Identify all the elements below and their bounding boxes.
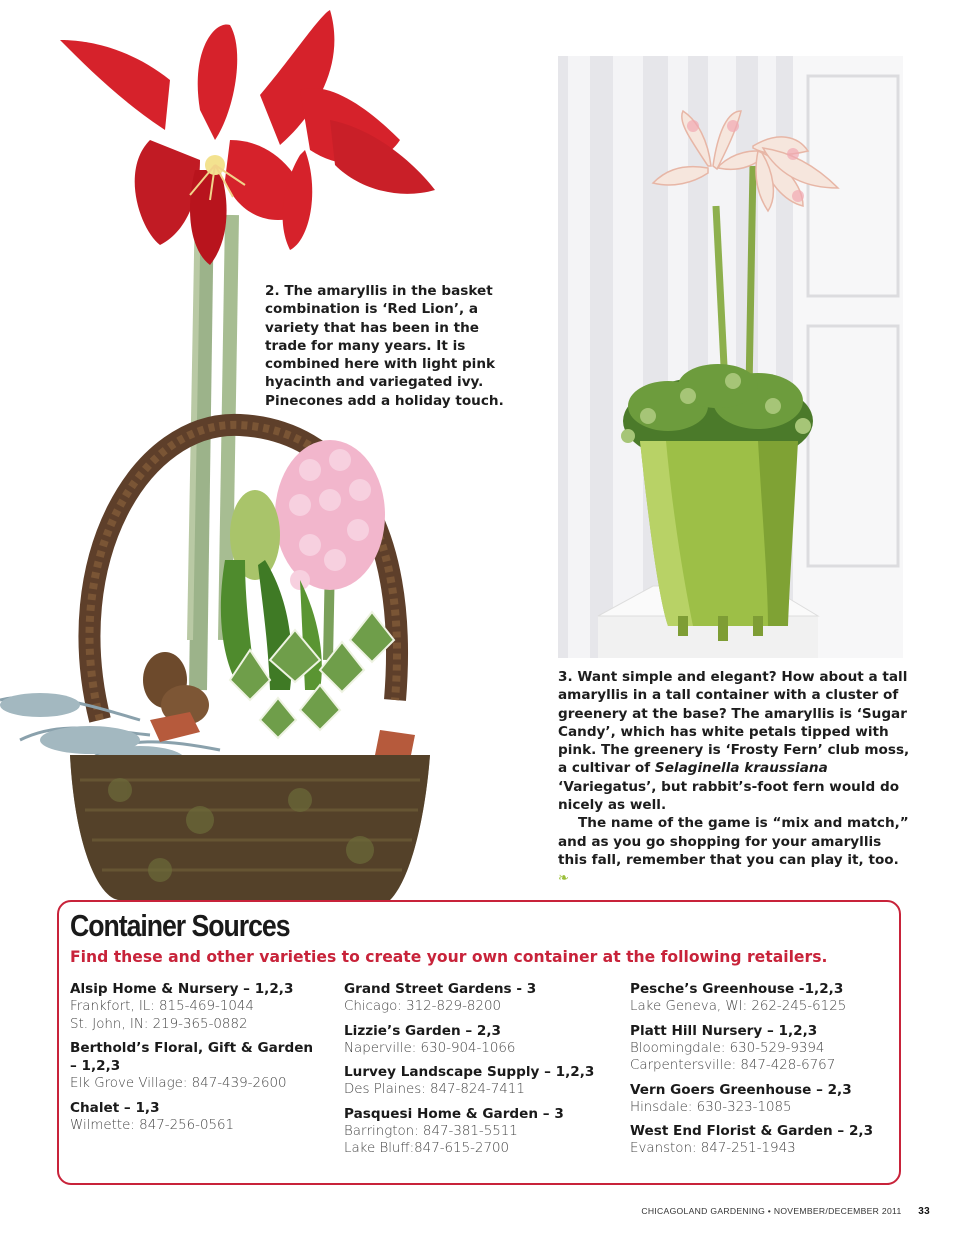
caption-red-lion (265, 282, 505, 410)
retailer-name: Platt Hill Nursery – 1,2,3 (630, 1022, 818, 1039)
sugar-candy-container-photo (558, 56, 903, 658)
retailer-location-phone: Hinsdale: 630-323-1085 (630, 1099, 792, 1115)
caption-3-text-c: The name of the game is “mix and match,” and as you go shopping for your amaryllis this fall, remember that you can play it, too. (558, 815, 909, 868)
retailer-location-phone: Bloomingdale: 630-529-9394 (630, 1040, 825, 1056)
retailer-location-phone: St. John, IN: 219-365-0882 (70, 1016, 248, 1032)
caption-3-text-a: 3. Want simple and elegant? How about a tall amaryllis in a tall container with a cluster of greenery at the base? The amaryllis is ‘Sugar Candy’, which has white petals tipped with pink. The greenery is ‘Frosty Fern’ club moss, a cultivar of (558, 669, 910, 777)
retailer-location-phone: Chicago: 312-829-8200 (344, 999, 501, 1014)
page-number: 33 (918, 1206, 930, 1217)
leaf-icon: ❧ (558, 871, 569, 887)
retailer-location-phone: Frankfort, IL: 815-469-1044 (70, 999, 254, 1014)
retailer-entry (630, 1122, 890, 1158)
retailer-location-phone: Elk Grove Village: 847-439-2600 (70, 1076, 287, 1091)
retailer-name: Pasquesi Home & Garden – 3 (344, 1105, 564, 1122)
retailer-location-phone: Carpentersville: 847-428-6767 (630, 1058, 836, 1073)
retailer-entry (70, 1099, 315, 1135)
retailer-name: Alsip Home & Nursery – 1,2,3 (70, 981, 294, 997)
retailer-name: Lurvey Landscape Supply – 1,2,3 (344, 1064, 595, 1080)
caption-3-paragraph-1 (558, 668, 913, 814)
retailer-entry (344, 1022, 604, 1058)
caption-2-text: 2. The amaryllis in the basket combination is ‘Red Lion’, a variety that has been in the trade for many years. It is combined here with light pink hyacinth and variegated ivy. Pinecones add a holiday touch. (265, 283, 504, 409)
retailer-entry (70, 980, 315, 1033)
retailer-name: Berthold’s Floral, Gift & Garden – 1,2,3 (70, 1040, 314, 1074)
retailer-column-2 (344, 980, 604, 1164)
retailer-entry (70, 1039, 315, 1093)
retailer-location-phone: Barrington: 847-381-5511 (344, 1123, 518, 1139)
retailer-name: Vern Goers Greenhouse – 2,3 (630, 1081, 852, 1098)
retailer-entry (630, 980, 890, 1016)
retailer-location-phone: Evanston: 847-251-1943 (630, 1141, 796, 1156)
caption-3-text-b: ‘Variegatus’, but rabbit’s-foot fern would do nicely as well. (558, 778, 900, 814)
retailer-name: Pesche’s Greenhouse -1,2,3 (630, 981, 844, 997)
retailer-location-phone: Naperville: 630-904-1066 (344, 1040, 516, 1056)
footer-separator: • (767, 1206, 772, 1216)
retailer-entry (344, 1105, 604, 1158)
amaryllis-basket-photo (0, 0, 560, 900)
retailer-location-phone: Lake Bluff:847-615-2700 (344, 1141, 510, 1156)
retailer-name: Lizzie’s Garden – 2,3 (344, 1022, 502, 1039)
caption-3-scientific-name: Selaginella kraussiana (654, 760, 828, 777)
retailer-entry (630, 1022, 890, 1075)
retailer-location-phone: Lake Geneva, WI: 262-245-6125 (630, 999, 847, 1014)
caption-sugar-candy (558, 668, 913, 889)
retailer-name: Chalet – 1,3 (70, 1099, 160, 1116)
container-sources-subtitle: Find these and other varieties to create your own container at the following retailers. (70, 948, 828, 966)
retailer-entry (344, 1063, 604, 1099)
retailer-column-1 (70, 980, 315, 1140)
container-sources-title: Container Sources (70, 908, 290, 943)
retailer-name: West End Florist & Garden – 2,3 (630, 1123, 874, 1139)
caption-3-paragraph-2 (558, 814, 913, 888)
page-footer (641, 1206, 930, 1217)
retailer-entry (344, 980, 604, 1016)
retailer-location-phone: Wilmette: 847-256-0561 (70, 1117, 235, 1133)
footer-publication: CHICAGOLAND GARDENING (641, 1206, 766, 1216)
retailer-entry (630, 1081, 890, 1117)
footer-issue: NOVEMBER/DECEMBER 2011 (773, 1206, 902, 1216)
retailer-name: Grand Street Gardens - 3 (344, 981, 537, 997)
retailer-column-3 (630, 980, 890, 1164)
retailer-location-phone: Des Plaines: 847-824-7411 (344, 1082, 525, 1097)
